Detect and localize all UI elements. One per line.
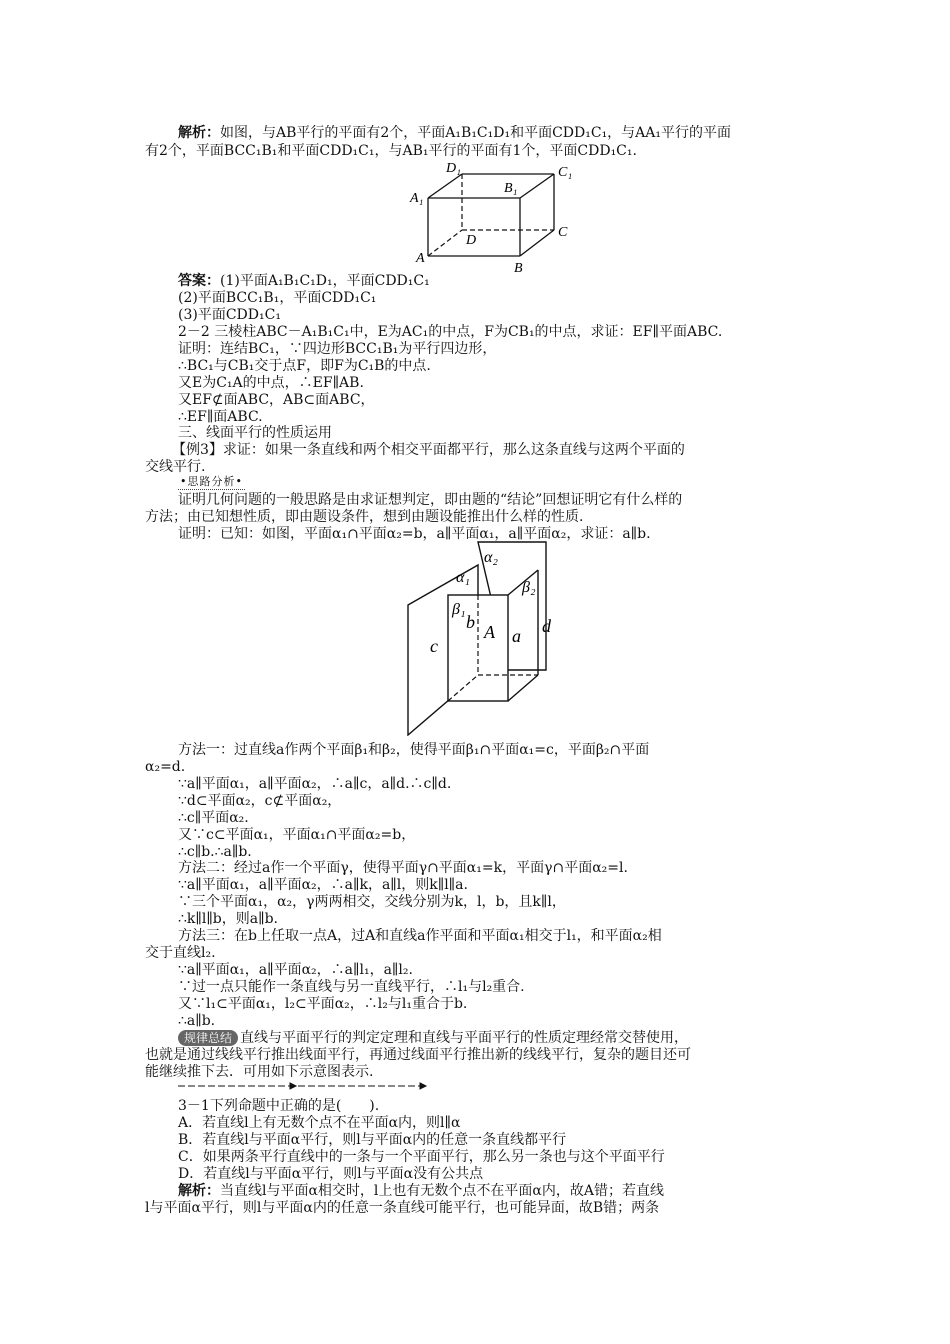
text-line: ∵a∥平面α₁，a∥平面α₂，∴a∥k，a∥l，则k∥l∥a. xyxy=(178,877,468,893)
text-line: 证明：已知：如图，平面α₁∩平面α₂=b，a∥平面α₁，a∥平面α₂，求证：a∥b. xyxy=(178,526,651,542)
label-C1: C₁ xyxy=(558,165,573,180)
text-line: 交线平行. xyxy=(145,459,206,475)
label-b: b xyxy=(466,612,475,632)
label-a: a xyxy=(512,626,521,646)
text-line: 证明：连结BC₁，∵四边形BCC₁B₁为平行四边形， xyxy=(178,341,497,357)
text-line: ∴a∥b. xyxy=(178,1013,216,1029)
text-line: 【例3】求证：如果一条直线和两个相交平面都平行，那么这条直线与这两个平面的 xyxy=(172,442,685,458)
text-line: 又∵c⊂平面α₁，平面α₁∩平面α₂=b， xyxy=(178,827,416,843)
text-line: A．若直线l上有无数个点不在平面α内，则l∥α xyxy=(178,1115,461,1131)
text-line: ∴c∥平面α₂. xyxy=(178,810,249,826)
section-heading: 三、线面平行的性质运用 xyxy=(178,425,332,441)
text-line: 方法二：经过a作一个平面γ，使得平面γ∩平面α₁=k，平面γ∩平面α₂=l. xyxy=(178,860,628,876)
label-A1: A₁ xyxy=(410,191,424,206)
text-line: ∵d⊂平面α₂，c⊄平面α₂， xyxy=(178,793,342,809)
label-A: A xyxy=(484,622,495,642)
planes-figure xyxy=(400,540,560,736)
text-line: 能继续推下去．可用如下示意图表示. xyxy=(145,1064,374,1080)
text-line: 方法；由已知想性质，即由题设条件，想到由题设能推出什么样的性质. xyxy=(145,509,584,525)
text-line: 有2个，平面BCC₁B₁和平面CDD₁C₁，与AB₁平行的平面有1个，平面CDD₁C₁. xyxy=(145,143,637,159)
text-line: 解析：如图，与AB平行的平面有2个，平面A₁B₁C₁D₁和平面CDD₁C₁，与AA₁平行的平面 xyxy=(178,125,732,141)
text-line: 方法三：在b上任取一点A，过A和直线a作平面和平面α₁相交于l₁，和平面α₂相 xyxy=(178,928,662,944)
text-line: D．若直线l与平面α平行，则l与平面α没有公共点 xyxy=(178,1166,484,1182)
schematic-arrows xyxy=(178,1080,478,1092)
text-line: ∴k∥l∥b，则a∥b. xyxy=(178,911,278,927)
text-line: 答案：(1)平面A₁B₁C₁D₁，平面CDD₁C₁ xyxy=(178,273,430,289)
label-A: A xyxy=(416,251,425,266)
label-D1: D₁ xyxy=(446,161,461,176)
text-line: 又∵l₁⊂平面α₁，l₂⊂平面α₂，∴l₂与l₁重合于b. xyxy=(178,996,468,1012)
text-line: 也就是通过线线平行推出线面平行，再通过线面平行推出新的线线平行，复杂的题目还可 xyxy=(145,1047,691,1063)
cuboid-figure xyxy=(400,158,580,274)
text-line: (3)平面CDD₁C₁ xyxy=(178,307,281,323)
text-line: 3－1下列命题中正确的是( ). xyxy=(178,1098,380,1114)
label-alpha2: α₂ xyxy=(484,549,498,566)
text-line: 交于直线l₂. xyxy=(145,945,216,961)
text-line: 又E为C₁A的中点，∴EF∥AB. xyxy=(178,375,364,391)
text-line: ∵a∥平面α₁，a∥平面α₂，∴a∥l₁，a∥l₂. xyxy=(178,962,413,978)
text-line: 规律总结 直线与平面平行的判定定理和直线与平面平行的性质定理经常交替使用， xyxy=(178,1029,688,1047)
label-B: B xyxy=(514,261,523,274)
label-C: C xyxy=(558,225,568,240)
text-line: ∵过一点只能作一条直线与另一直线平行，∴l₁与l₂重合. xyxy=(178,979,525,995)
text-line: ∵三个平面α₁，α₂，γ两两相交，交线分别为k，l，b，且k∥l， xyxy=(178,894,566,910)
text-line: B．若直线l与平面α平行，则l与平面α内的任意一条直线都平行 xyxy=(178,1132,567,1148)
analysis-tag: •思路分析• xyxy=(180,475,243,488)
text-line: C．如果两条平行直线中的一条与一个平面平行，那么另一条也与这个平面平行 xyxy=(178,1149,665,1165)
text-line: 方法一：过直线a作两个平面β₁和β₂，使得平面β₁∩平面α₁=c，平面β₂∩平面 xyxy=(178,742,650,758)
text-line: l与平面α平行，则l与平面α内的任意一条直线可能平行，也可能异面，故B错；两条 xyxy=(145,1200,660,1216)
label-D: D xyxy=(466,233,477,248)
text-line: (2)平面BCC₁B₁，平面CDD₁C₁ xyxy=(178,290,377,306)
text-line: 又EF⊄面ABC，AB⊂面ABC， xyxy=(178,392,375,408)
text-line: 解析：当直线l与平面α相交时，l上也有无数个点不在平面α内，故A错；若直线 xyxy=(178,1183,664,1199)
label-B1: B₁ xyxy=(504,181,518,196)
label-beta1: β₁ xyxy=(452,601,466,618)
text-line: ∵a∥平面α₁，a∥平面α₂，∴a∥c，a∥d.∴c∥d. xyxy=(178,776,452,792)
text-line: 证明几何问题的一般思路是由求证想判定，即由题的“结论”回想证明它有什么样的 xyxy=(178,492,683,508)
label-d: d xyxy=(542,616,551,636)
summary-badge: 规律总结 xyxy=(178,1030,238,1046)
text-line: α₂=d. xyxy=(145,759,186,775)
text-line: 2－2 三棱柱ABC－A₁B₁C₁中，E为AC₁的中点，F为CB₁的中点，求证：EF∥平面ABC. xyxy=(178,324,723,340)
label-beta2: β₂ xyxy=(522,579,536,596)
text-line: ∴EF∥面ABC. xyxy=(178,409,263,425)
text-line: ∴BC₁与CB₁交于点F，即F为C₁B的中点. xyxy=(178,358,431,374)
label-c: c xyxy=(430,636,438,656)
label-alpha1: α₁ xyxy=(456,569,470,586)
text-line: ∴c∥b.∴a∥b. xyxy=(178,844,252,860)
